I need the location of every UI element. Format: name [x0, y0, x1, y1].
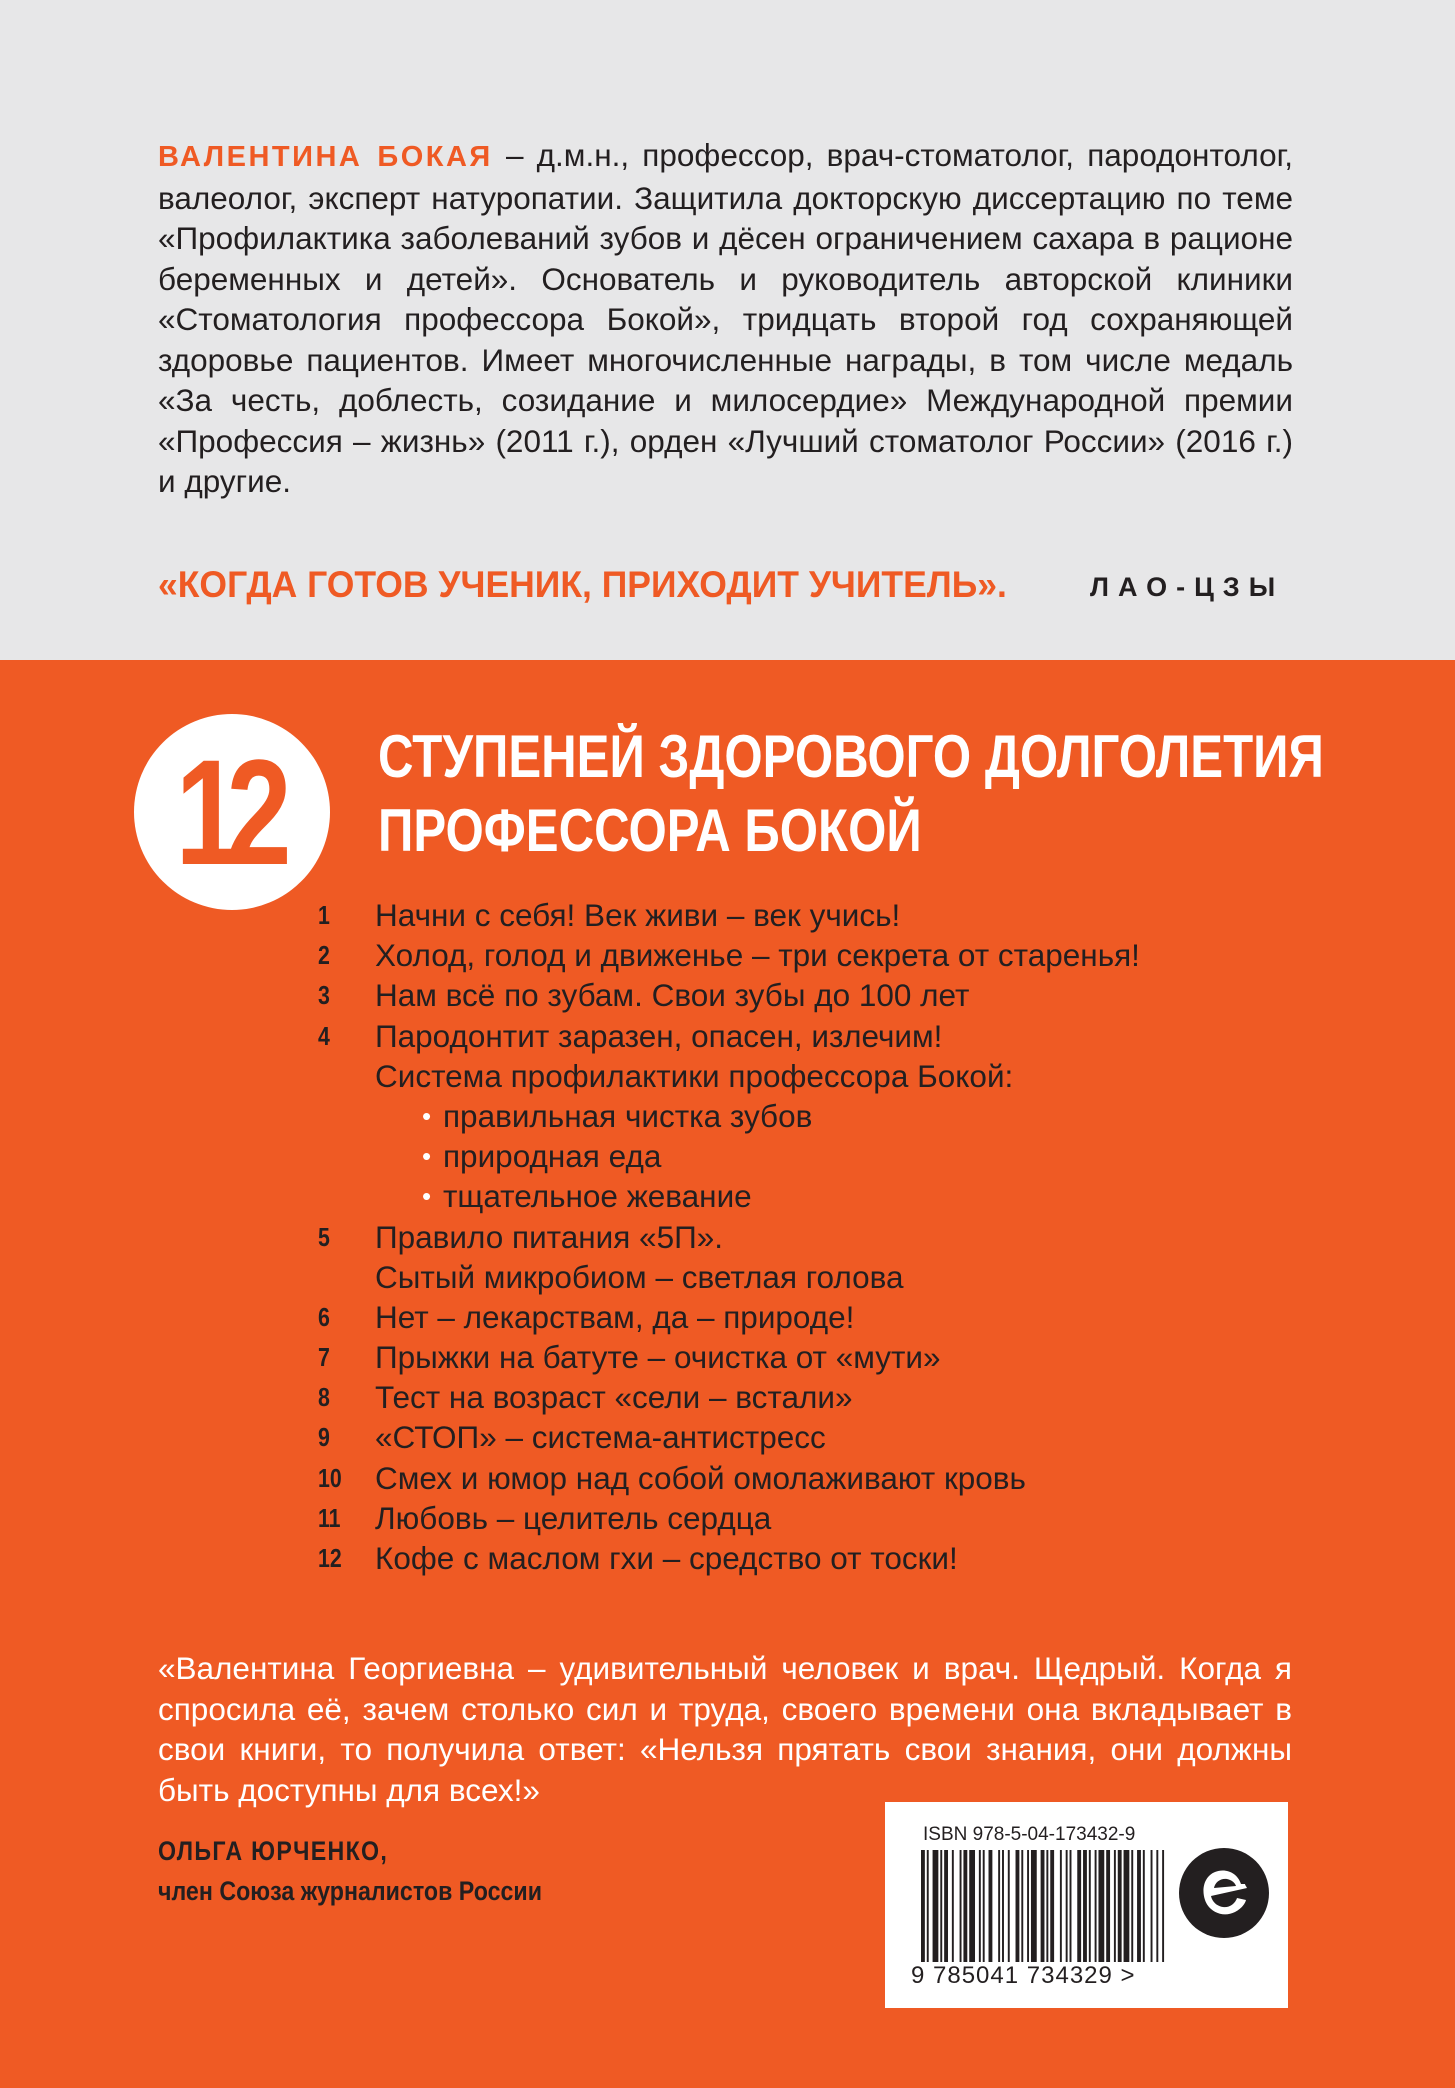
barcode-bar [1070, 1850, 1072, 1962]
step-item [318, 935, 1318, 975]
step-text: Кофе с маслом гхи – средство от тоски! [375, 1540, 958, 1576]
barcode-bar [969, 1850, 975, 1962]
barcode-bar [963, 1850, 967, 1962]
barcode-bar [960, 1850, 962, 1962]
barcode-bar [1066, 1850, 1068, 1962]
step-item [318, 1337, 1318, 1377]
step-subline [318, 1257, 1318, 1297]
barcode-bar [1041, 1850, 1045, 1962]
step-number: 1 [318, 900, 330, 930]
barcode-bars [921, 1850, 1166, 1962]
bullet-item [318, 1176, 1318, 1216]
barcode-bar [1046, 1850, 1048, 1962]
step-item [318, 895, 1318, 935]
step-text: Смех и юмор над собой омолаживают кровь [375, 1459, 1026, 1496]
step-item [318, 1417, 1318, 1457]
step-text: Начни с себя! Век живи – век учись! [375, 897, 901, 933]
barcode-bar [1131, 1850, 1133, 1962]
barcode-bar [940, 1850, 942, 1962]
step-number: 6 [318, 1301, 330, 1332]
bullet-icon: • [422, 1181, 432, 1212]
step-text: Пародонтит заразен, опасен, излечим! [375, 1017, 943, 1054]
step-subtext: Система профилактики профессора Бокой: [375, 1057, 1014, 1094]
step-item [318, 1016, 1318, 1056]
barcode-bar [1021, 1850, 1023, 1962]
step-item [318, 975, 1318, 1015]
step-item [318, 1377, 1318, 1417]
headline [378, 720, 1324, 868]
barcode-bar [1095, 1850, 1097, 1962]
step-number: 11 [318, 1502, 341, 1533]
bullet-text: правильная чистка зубов [443, 1097, 813, 1134]
barcode-bar [1124, 1850, 1130, 1962]
barcode-bar [1016, 1850, 1020, 1962]
barcode-bar [979, 1850, 981, 1962]
step-item [318, 1297, 1318, 1337]
step-number: 8 [318, 1382, 330, 1413]
headline-line-1: СТУПЕНЕЙ ЗДОРОВОГО ДОЛГОЛЕТИЯ [378, 723, 1324, 790]
barcode-bar [1098, 1850, 1104, 1962]
barcode-bar [1077, 1850, 1081, 1962]
bullet-text: тщательное жевание [443, 1178, 752, 1215]
signer-name: ОЛЬГА ЮРЧЕНКО, [158, 1836, 389, 1866]
steps-list [318, 895, 1318, 1578]
signer [158, 1831, 542, 1911]
bullet-text: природная еда [443, 1138, 662, 1175]
bullet-icon: • [422, 1100, 432, 1131]
step-number: 9 [318, 1422, 330, 1453]
barcode-bar [1027, 1850, 1029, 1962]
step-text: Прыжки на батуте – очистка от «мути» [375, 1339, 941, 1376]
barcode-bar [1002, 1850, 1004, 1962]
step-text: «СТОП» – система-антистресс [375, 1419, 826, 1456]
author-name: ВАЛЕНТИНА БОКАЯ [158, 141, 493, 173]
step-item [318, 1217, 1318, 1257]
headline-line-2: ПРОФЕССОРА БОКОЙ [378, 797, 922, 864]
author-bio-text: – д.м.н., профессор, врач-стоматолог, пародонтолог, валеолог, эксперт натуропатии. Защитила докторскую диссертацию по теме «Профилактика заболеваний зубов и дёсен ограничением сахара в рационе беременных и детей». Основатель и руководитель авторской клиники «Стоматология профессора Бокой», тридцать второй год сохраняющей здоровье пациентов. Имеет многочисленные награды, в том числе медаль «За честь, доблесть, созидание и милосердие» Международной премии «Профессия – жизнь» (2011 г.), орден «Лучший стоматолог России» (2016 г.) и другие. [158, 137, 1293, 499]
step-subline [318, 1056, 1318, 1096]
quote-author: ЛАО-ЦЗЫ [1090, 572, 1285, 602]
number-badge [134, 714, 330, 910]
isbn-text: ISBN 978-5-04-173432-9 [923, 1824, 1136, 1845]
step-number: 12 [318, 1543, 342, 1573]
barcode-bar [1118, 1850, 1122, 1962]
barcode-bar [1106, 1850, 1110, 1962]
barcode-bar [989, 1850, 993, 1962]
step-item [318, 1498, 1318, 1538]
barcode-bar [998, 1850, 1000, 1962]
barcode-bar [1151, 1850, 1153, 1962]
signer-title: член Союза журналистов России [158, 1876, 542, 1906]
barcode-bar [921, 1850, 925, 1962]
barcode-bar [1162, 1850, 1164, 1962]
step-text: Нам всё по зубам. Свои зубы до 100 лет [375, 977, 970, 1014]
barcode-bar [1137, 1850, 1141, 1962]
publisher-logo-icon [1179, 1846, 1269, 1940]
step-item [318, 1538, 1318, 1578]
step-item [318, 1458, 1318, 1498]
bullet-icon: • [422, 1141, 432, 1172]
step-number: 10 [318, 1462, 342, 1493]
step-number: 5 [318, 1221, 330, 1252]
step-number: 4 [318, 1020, 330, 1051]
step-text: Правило питания «5П». [375, 1218, 724, 1255]
barcode-bar [1089, 1850, 1091, 1962]
barcode-bar [1060, 1850, 1062, 1962]
barcode-bar [1031, 1850, 1037, 1962]
barcode-bar [983, 1850, 985, 1962]
step-text: Любовь – целитель сердца [375, 1499, 772, 1536]
badge-number: 12 [175, 728, 278, 896]
barcode-bar [1083, 1850, 1087, 1962]
barcode-bar [952, 1850, 954, 1962]
bullet-item [318, 1096, 1318, 1136]
barcode-bar [933, 1850, 939, 1962]
author-bio [158, 135, 1293, 502]
barcode-bar [927, 1850, 929, 1962]
barcode-bar [1008, 1850, 1010, 1962]
testimonial-quote: «Валентина Георгиевна – удивительный человек и врач. Щедрый. Когда я спросила её, зачем столько сил и труда, своего времени она вкладывает в свои книги, то получила ответ: «Нельзя прятать свои знания, они должны быть доступны для всех!» [158, 1650, 1292, 1808]
step-text: Холод, голод и движенье – три секрета от старенья! [375, 937, 1140, 974]
bullet-item [318, 1136, 1318, 1176]
barcode-digits: 9 785041 734329 > [911, 1962, 1136, 1989]
step-text: Нет – лекарствам, да – природе! [375, 1298, 855, 1335]
step-text: Тест на возраст «сели – встали» [375, 1379, 853, 1416]
barcode-bar [1114, 1850, 1116, 1962]
barcode-bar [944, 1850, 948, 1962]
step-number: 7 [318, 1342, 330, 1373]
barcode-bar [1050, 1850, 1054, 1962]
quote-text: «КОГДА ГОТОВ УЧЕНИК, ПРИХОДИТ УЧИТЕЛЬ». [158, 564, 1007, 605]
step-number: 3 [318, 980, 330, 1011]
step-number: 2 [318, 940, 330, 971]
barcode-bar [1156, 1850, 1158, 1962]
epigraph-quote [158, 563, 1308, 607]
barcode-panel [885, 1802, 1288, 2008]
step-subtext: Сытый микробиом – светлая голова [375, 1258, 904, 1295]
barcode-bar [1143, 1850, 1145, 1962]
